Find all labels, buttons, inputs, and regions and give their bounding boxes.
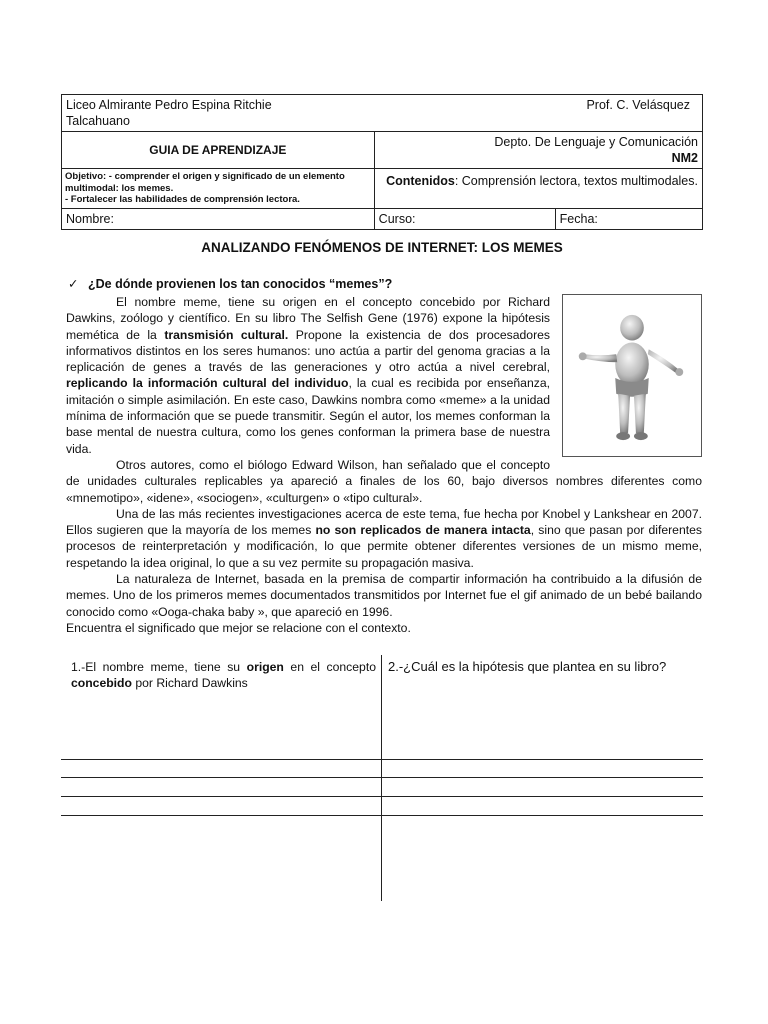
objective-cell — [62, 169, 375, 209]
dancing-baby-image — [562, 294, 702, 457]
contents-label: Contenidos — [386, 174, 455, 188]
q1-text-c: en el concepto — [283, 660, 376, 674]
p1-bold-d: replicando la información cultural del individuo — [66, 376, 349, 391]
document-title: ANALIZANDO FENÓMENOS DE INTERNET: LOS MEMES — [201, 240, 563, 255]
p1-text-a: El nombre meme, tiene su origen en el concepto concebido por Richard Dawkins, zoólogo y científico. En su libro The Selfish Gene (1976) expone la hipótesis memética de la — [66, 295, 550, 342]
guide-title: GUIA DE APRENDIZAJE — [149, 143, 287, 157]
p3-text-a: Una de las más recientes investigaciones acerca de este tema, fue hecha por Knobel y Lankshear en 2007. Ellos sugieren que la mayoría de los memes — [66, 506, 702, 538]
objective-2: - Fortalecer las habilidades de comprensión lectora. — [65, 194, 300, 205]
department: Depto. De Lenguaje y Comunicación — [494, 135, 698, 149]
p3-text-c: , sino que pasan por diferentes procesos de reinterpretación y modificación, lo que permite obtener diferentes versiones de un mismo meme, respetando la idea original, lo que a su vez permite su propagación masiva. — [66, 523, 702, 570]
question-2[interactable]: 2.-¿Cuál es la hipótesis que plantea en su libro? — [388, 659, 667, 674]
dancing-baby-icon — [563, 295, 701, 456]
teacher-name: Prof. C. Velásquez — [586, 98, 690, 112]
teacher-cell — [374, 95, 702, 132]
answer-line-2 — [61, 777, 703, 778]
answer-line-3 — [61, 796, 703, 797]
department-cell — [374, 132, 702, 169]
date-label: Fecha: — [559, 211, 598, 226]
course-label: Curso: — [378, 211, 416, 226]
instruction-text: Encuentra el significado que mejor se relacione con el contexto. — [66, 621, 411, 635]
q1-bold-b: origen — [246, 660, 284, 674]
question-1[interactable] — [71, 659, 376, 692]
column-divider — [381, 655, 382, 901]
paragraph-4: La naturaleza de Internet, basada en la premisa de compartir información ha contribuido a la difusión de memes. Uno de los primeros memes documentados transmitidos por Internet fue el gif animado de un bebé bailando conocido como «Ooga-chaka baby », que apareció en 1996. — [66, 572, 702, 619]
check-icon: ✓ — [68, 277, 79, 291]
contents-cell — [374, 169, 702, 209]
header-table — [61, 94, 703, 230]
subquestion-heading — [68, 276, 392, 291]
date-cell[interactable] — [555, 208, 702, 229]
q1-text-a: 1.-El nombre meme, tiene su — [71, 660, 247, 674]
paragraph-2: Otros autores, como el biólogo Edward Wilson, han señalado que el concepto de unidades culturales replicables ya apareció a finales de los 60, bajo diversos nombres diferentes como «mnemotipo», «idene», «sociogen», «culturgen» o «tipo cultural». — [66, 457, 702, 505]
q1-bold-d: concebido — [71, 676, 132, 691]
p1-text-e: , la cual es recibida por enseñanza, imitación o simple asimilación. En este caso, Dawkins nombra como «meme» a la unidad mínima de información que se puede transmitir. Según el autor, los memes conforman la base mental de nuestra cultura, como los genes conforman la primera base de nuestra vida. — [66, 376, 550, 456]
paragraph-3 — [66, 506, 702, 571]
subquestion-text: ¿De dónde provienen los tan conocidos “memes”? — [88, 277, 393, 291]
course-cell[interactable] — [374, 208, 555, 229]
p1-bold-b: transmisión cultural. — [164, 327, 289, 342]
answer-line-4 — [61, 815, 703, 816]
answer-line-1 — [61, 759, 703, 760]
name-cell[interactable] — [62, 208, 375, 229]
school-name: Liceo Almirante Pedro Espina Ritchie — [66, 98, 272, 112]
p1-text-c: Propone la existencia de dos procesadores informativos distintos en los seres humanos: uno actúa a partir del genoma gracias a la replicación de genes a través de las generaciones y otro actúa a nivel cerebral, — [66, 327, 550, 375]
questions-grid — [61, 655, 703, 901]
article-body — [66, 294, 702, 620]
objective-1: Objetivo: - comprender el origen y significado de un elemento multimodal: los memes. — [65, 171, 345, 194]
school-cell — [62, 95, 375, 132]
level: NM2 — [671, 151, 698, 165]
p3-bold-b: no son replicados de manera intacta — [315, 523, 531, 538]
q1-text-e: por Richard Dawkins — [131, 676, 248, 691]
guide-title-cell — [62, 132, 375, 169]
name-label: Nombre: — [66, 211, 114, 226]
school-city: Talcahuano — [66, 114, 130, 128]
contents-value: : Comprensión lectora, textos multimodales. — [454, 174, 698, 188]
